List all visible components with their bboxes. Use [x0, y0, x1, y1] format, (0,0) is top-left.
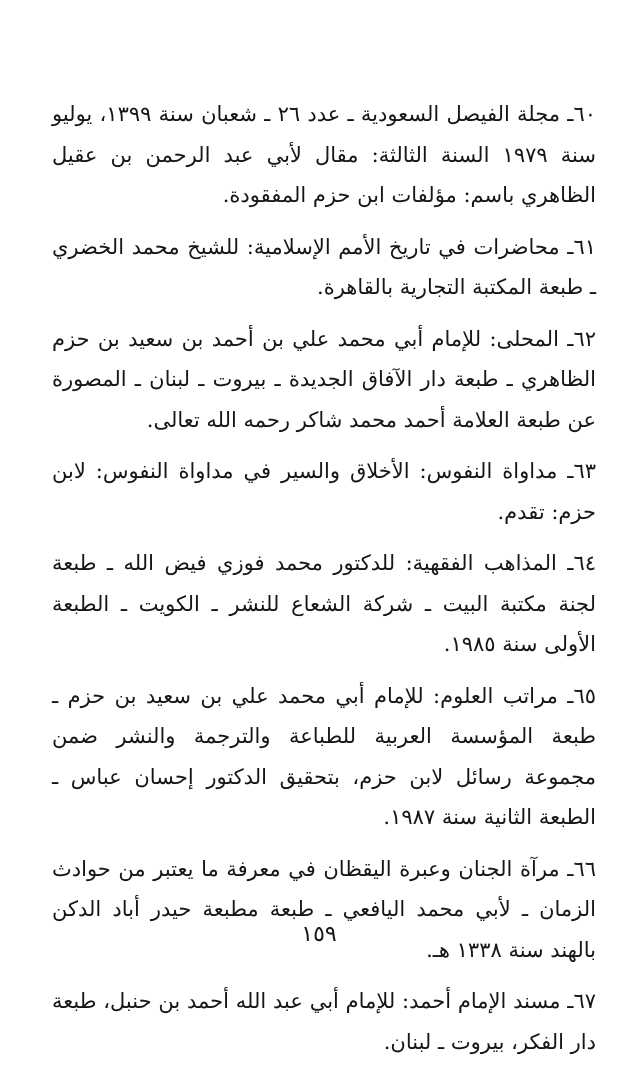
bibliography-entry-63: ٦٣ـ مداواة النفوس: الأخلاق والسير في مداواة النفوس: لابن حزم: تقدم. [52, 459, 596, 524]
page-number: ١٥٩ [301, 922, 337, 947]
bibliography-entry-66: ٦٦ـ مرآة الجنان وعبرة اليقظان في معرفة ما يعتبر من حوادث الزمان ـ لأبي محمد اليافعي ـ طبعة مطبعة حيدر أباد الدكن بالهند سنة ١٣٣٨ هـ. [52, 856, 596, 962]
bibliography-entry-67: ٦٧ـ مسند الإمام أحمد: للإمام أبي عبد الله أحمد بن حنبل، طبعة دار الفكر، بيروت ـ لبنان. [52, 989, 596, 1054]
bibliography-entry-62: ٦٢ـ المحلى: للإمام أبي محمد علي بن أحمد بن سعيد بن حزم الظاهري ـ طبعة دار الآفاق الجديدة ـ بيروت ـ لبنان ـ المصورة عن طبعة العلامة أحمد محمد شاكر رحمه الله تعالى. [52, 326, 596, 432]
bibliography-entry-61: ٦١ـ محاضرات في تاريخ الأمم الإسلامية: للشيخ محمد الخضري ـ طبعة المكتبة التجارية بالقاهرة. [52, 234, 596, 299]
bibliography-entry-64: ٦٤ـ المذاهب الفقهية: للدكتور محمد فوزي فيض الله ـ طبعة لجنة مكتبة البيت ـ شركة الشعاع للنشر ـ الكويت ـ الطبعة الأولى سنة ١٩٨٥. [52, 551, 596, 656]
bibliography-entry-60: ٦٠ـ مجلة الفيصل السعودية ـ عدد ٢٦ ـ شعبان سنة ١٣٩٩، يوليو سنة ١٩٧٩ السنة الثالثة: مقال لأبي عبد الرحمن بن عقيل الظاهري باسم: مؤلفات ابن حزم المفقودة. [52, 102, 596, 207]
bibliography-entry-65: ٦٥ـ مراتب العلوم: للإمام أبي محمد علي بن سعيد بن حزم ـ طبعة المؤسسة العربية للطباعة والترجمة والنشر ضمن مجموعة رسائل لابن حزم، بتحقيق الدكتور إحسان عباس ـ الطبعة الثانية سنة ١٩٨٧. [52, 683, 596, 829]
